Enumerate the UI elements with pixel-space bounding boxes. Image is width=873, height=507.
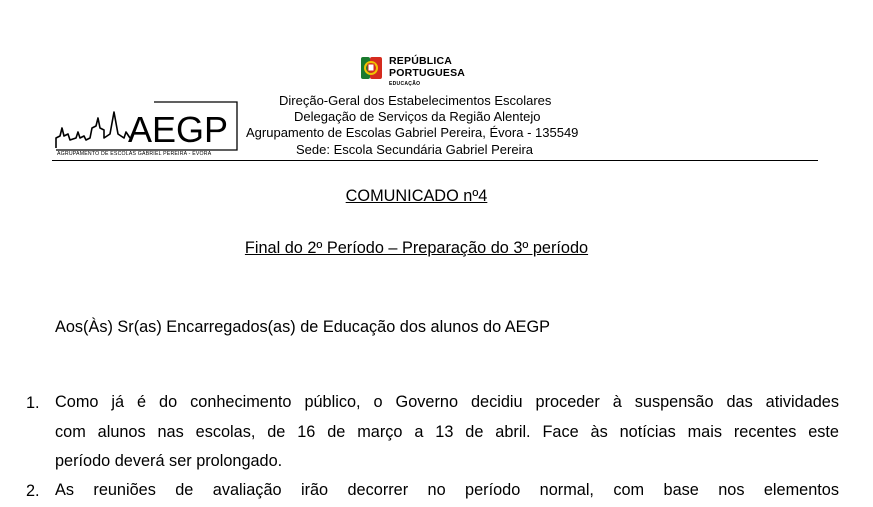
list-item-line: Como já é do conhecimento público, o Governo decidiu proceder à suspensão das atividades	[55, 393, 839, 411]
greeting: Aos(Às) Sr(as) Encarregados(as) de Educação dos alunos do AEGP	[55, 318, 551, 336]
list-item-number: 2.	[26, 482, 40, 500]
document-subtitle: Final do 2º Período – Preparação do 3º período	[244, 239, 589, 257]
educacao-label: EDUCAÇÃO	[389, 81, 421, 87]
header-divider	[52, 160, 818, 161]
republica-portuguesa-title	[389, 55, 465, 79]
list-item-number: 1.	[26, 394, 40, 412]
list-item-line: com alunos nas escolas, de 16 de março a 13 de abril. Face às notícias mais recentes este	[55, 423, 839, 441]
castle-icon	[56, 112, 130, 148]
list-item-line: período deverá ser prolongado.	[55, 452, 283, 470]
list-item-line: As reuniões de avaliação irão decorrer no período normal, com base nos elementos	[55, 481, 839, 499]
header-line-4: Sede: Escola Secundária Gabriel Pereira	[296, 142, 534, 157]
logo-caption: AGRUPAMENTO DE ESCOLAS GABRIEL PEREIRA - ÉVORA	[57, 151, 212, 157]
republica-line: REPÚBLICA	[389, 55, 453, 67]
republica-portuguesa-emblem	[361, 55, 383, 81]
header-line-1: Direção-Geral dos Estabelecimentos Escolares	[279, 93, 552, 108]
header-line-3: Agrupamento de Escolas Gabriel Pereira, Évora - 135549	[246, 125, 579, 140]
aegp-logo-text: AEGP	[128, 109, 229, 150]
portuguesa-line: PORTUGUESA	[389, 67, 466, 79]
header-line-2: Delegação de Serviços da Região Alentejo	[294, 109, 541, 124]
document-title: COMUNICADO nº4	[345, 187, 488, 205]
